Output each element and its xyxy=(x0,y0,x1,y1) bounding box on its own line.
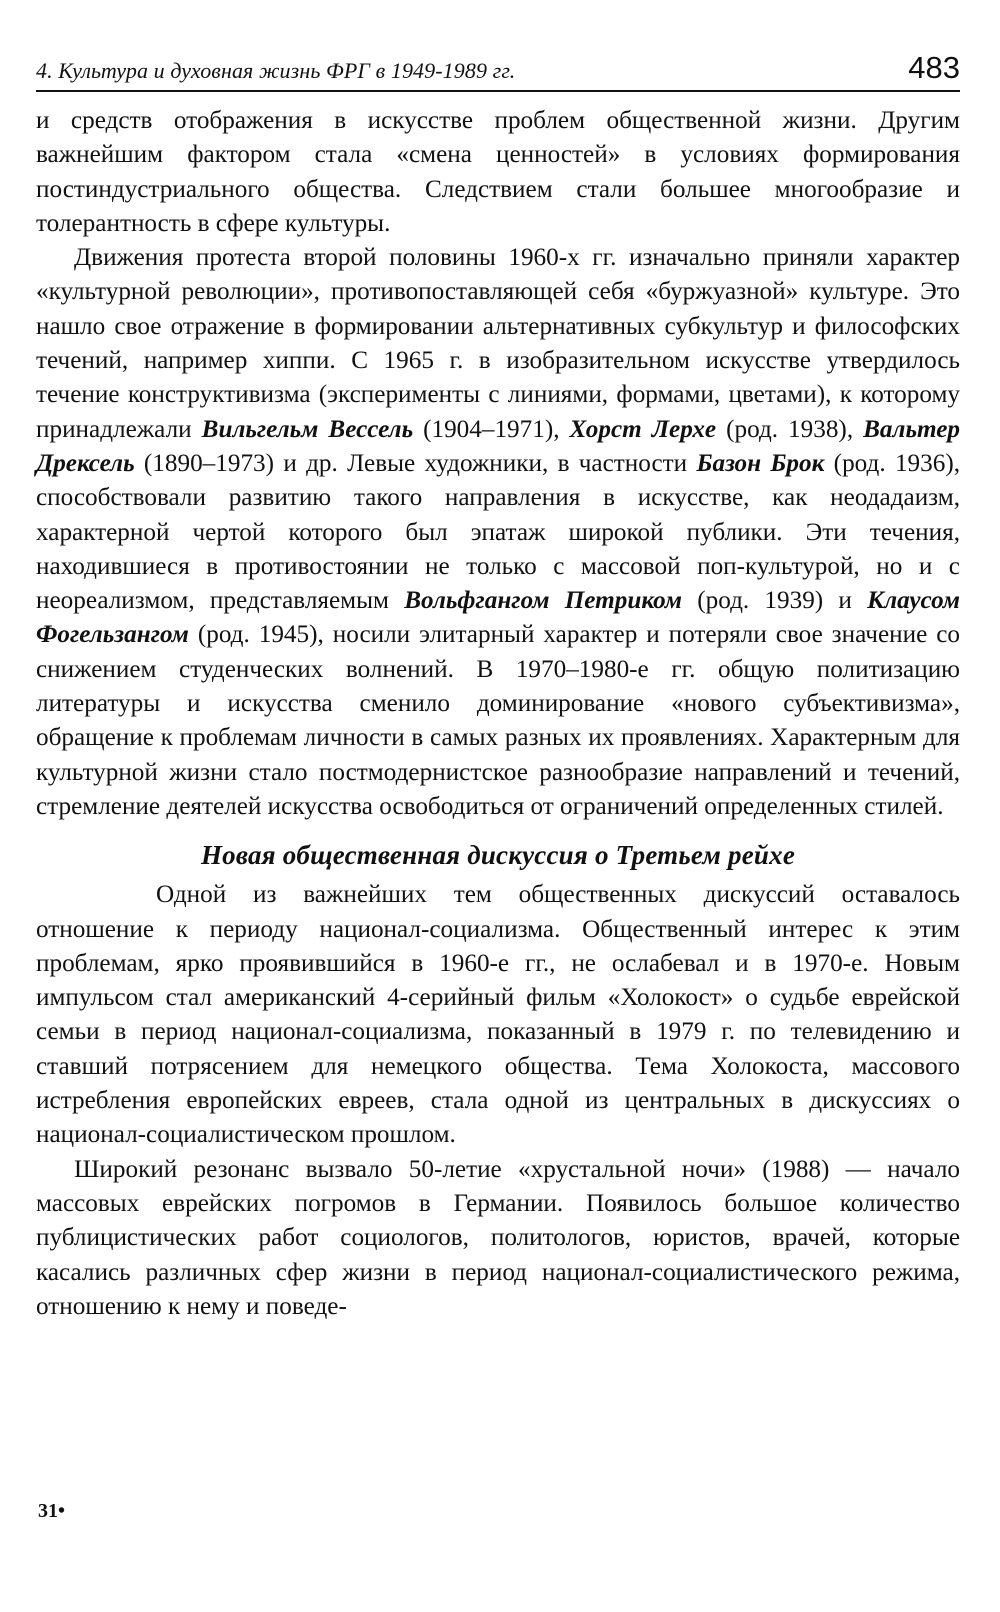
section-heading: Новая общественная дискуссия о Третьем рейхе xyxy=(200,840,796,871)
artist-name: Клаусом Фогельзангом xyxy=(36,587,960,649)
paragraph-protest-movements xyxy=(36,241,960,824)
text-run: (род. 1936), способствовали развитию такого направления в искусстве, как неодадаизм, характерной чертой которого был эпатаж широкой публики. Эти течения, находившиеся в противостоянии не только с массовой поп-культурой, но и с неореализмом, представляемым xyxy=(36,449,960,615)
text-run: (1904–1971), xyxy=(413,415,570,443)
running-header xyxy=(36,44,960,92)
text-run: (род. 1939) и xyxy=(682,587,868,615)
page-number: 483 xyxy=(908,50,960,85)
printer-signature-mark: 31• xyxy=(38,1500,66,1522)
paragraph-third-reich-discussion: Одной из важнейших тем общественных дискуссий оставалось отношение к периоду национал-социализма. Общественный интерес к этим проблемам, ярко проявившийся в 1960-е гг., не ослабевал и в 1970-е. Новым импульсом стал американский 4-серийный фильм «Холокост» о судьбе еврейской семьи в период национал-социализма, показанный в 1979 г. по телевидению и ставший потрясением для немецкого общества. Тема Холокоста, массового истребления европейских евреев, стала одной из центральных в дискуссиях о национал-социалистическом прошлом. xyxy=(36,881,960,1149)
artist-name: Вальтер Дрексель xyxy=(36,415,960,477)
paragraph-continued: и средств отображения в искусстве проблем общественной жизни. Другим важнейшим фактором стала «смена ценностей» в условиях формирования постиндустриального общества. Следствием стали большее многообразие и толерантность в сфере культуры. xyxy=(36,107,960,237)
text-run: (род. 1938), xyxy=(716,415,864,443)
artist-name: Хорст Лерхе xyxy=(569,415,717,443)
artist-name: Вильгельм Вессель xyxy=(201,415,414,443)
text-run: (1890–1973) и др. Левые художники, в частности xyxy=(134,449,697,477)
artist-name: Вольфгангом Петриком xyxy=(404,587,683,615)
running-header-title: 4. Культура и духовная жизнь ФРГ в 1949-1989 гг. xyxy=(36,58,516,83)
text-run: (род. 1945), носили элитарный характер и потеряли свое значение со снижением студенческих волнений. В 1970–1980-е гг. общую политизацию литературы и искусства сменило доминирование «нового субъективизма», обращение к проблемам личности в самых разных их проявлениях. Характерным для культурной жизни стало постмодернистское разнообразие направлений и течений, стремление деятелей искусства освободиться от ограничений определенных стилей. xyxy=(36,621,960,820)
artist-name: Базон Брок xyxy=(696,449,825,477)
paragraph-kristallnacht: Широкий резонанс вызвало 50-летие «хрустальной ночи» (1988) — начало массовых еврейских погромов в Германии. Появилось большое количество публицистических работ социологов, политологов, юристов, врачей, которые касались различных сфер жизни в период национал-социалистического режима, отношению к нему и поведе- xyxy=(36,1155,960,1320)
text-run: Движения протеста второй половины 1960-х гг. изначально приняли характер «культурной революции», противопоставляющей себя «буржуазной» культуре. Это нашло свое отражение в формировании альтернативных субкультур и философских течений, например хиппи. С 1965 г. в изобразительном искусстве утвердилось течение конструктивизма (эксперименты с линиями, формами, цветами), к которому принадлежали xyxy=(36,244,960,443)
body-text xyxy=(36,104,960,1324)
